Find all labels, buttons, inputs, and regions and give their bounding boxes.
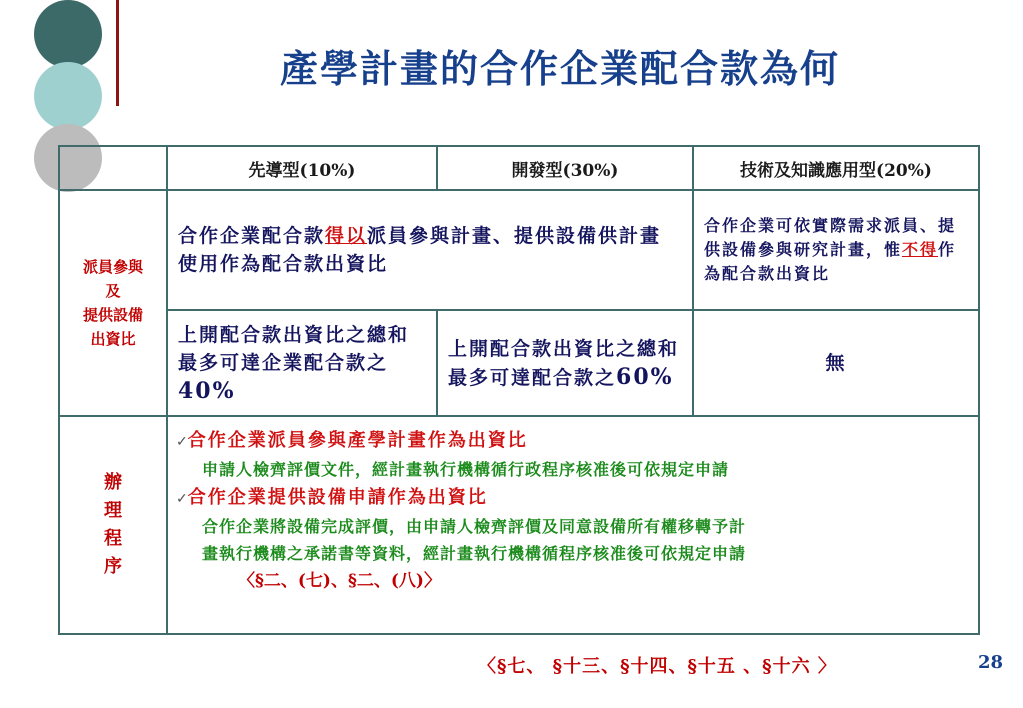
procedure-content-cell (167, 416, 979, 634)
procedure-label-char: 辦 (104, 472, 122, 493)
row-label-procedure (59, 416, 167, 634)
tech-cell (693, 190, 979, 310)
footer-reference: 〈§七、 §十三、§十四、§十五 、§十六 〉 (478, 656, 837, 677)
procedure-text-equipment-line1: 合作企業將設備完成評價，由申請人檢齊評價及同意設備所有權移轉予計 (202, 517, 747, 536)
merged-text-post: 派員參與計畫、提供設備供計畫使用作為配合款出資比 (178, 225, 662, 275)
page-title: 產學計畫的合作企業配合款為何 (279, 46, 840, 91)
development-max-text: 上開配合款出資比之總和最多可達配合款之 (448, 337, 680, 389)
procedure-heading-equipment (176, 484, 978, 513)
procedure-label-char: 序 (104, 556, 122, 577)
table-row-staff-equipment (59, 190, 979, 310)
merged-text-emphasis: 得以 (325, 225, 368, 247)
procedure-text-staff: 申請人檢齊評價文件，經計畫執行機構循行政程序核准後可依規定申請 (202, 460, 730, 479)
decor-circle-light (34, 62, 102, 130)
pilot-max-percent: 40% (178, 377, 236, 404)
tech-text-emphasis: 不得 (902, 240, 939, 259)
page-number: 28 (978, 652, 1004, 673)
table-row-procedure (59, 416, 979, 634)
row-label-staff-equipment (59, 190, 167, 416)
decor-vertical-bar (116, 0, 119, 106)
header-tech-knowledge: 技術及知識應用型(20%) (693, 146, 979, 190)
row-label-line: 出資比 (90, 330, 136, 348)
procedure-text-equipment-line2: 畫執行機構之承諾書等資料，經計畫執行機構循程序核准後可依規定申請 (202, 544, 747, 563)
header-pilot: 先導型(10%) (167, 146, 437, 190)
development-max-percent: 60% (616, 363, 674, 390)
check-icon: ✓ (176, 434, 188, 450)
table-header-row (59, 146, 979, 190)
development-max-cell (437, 310, 693, 416)
tech-max-cell: 無 (693, 310, 979, 416)
check-icon: ✓ (176, 491, 188, 507)
procedure-label-char: 程 (104, 528, 122, 549)
pilot-max-text: 上開配合款出資比之總和最多可達企業配合款之 (178, 323, 410, 374)
decor-circle-dark (34, 0, 102, 68)
table-row-max-ratio (59, 310, 979, 416)
procedure-heading-equipment-text: 合作企業提供設備申請作為出資比 (187, 487, 488, 508)
row-label-line: 派員參與 (82, 258, 143, 276)
row-label-line: 及 (105, 282, 121, 300)
procedure-heading-staff-text: 合作企業派員參與產學計畫作為出資比 (187, 430, 528, 451)
procedure-label-char: 理 (104, 500, 122, 521)
merged-pilot-development-cell (167, 190, 693, 310)
pilot-max-cell (167, 310, 437, 416)
procedure-heading-staff (176, 427, 978, 456)
tech-text-pre: 合作企業可依實際需求派員、提供設備參與研究計畫，惟 (704, 216, 957, 259)
contribution-table (58, 145, 980, 635)
merged-text-pre: 合作企業配合款 (178, 225, 326, 247)
tech-text-post: 作為配合款出資比 (704, 240, 957, 283)
header-development: 開發型(30%) (437, 146, 693, 190)
row-label-line: 提供設備 (82, 306, 143, 324)
procedure-reference: 〈§二、(七)、§二、(八)〉 (238, 571, 441, 591)
header-empty (59, 146, 167, 190)
